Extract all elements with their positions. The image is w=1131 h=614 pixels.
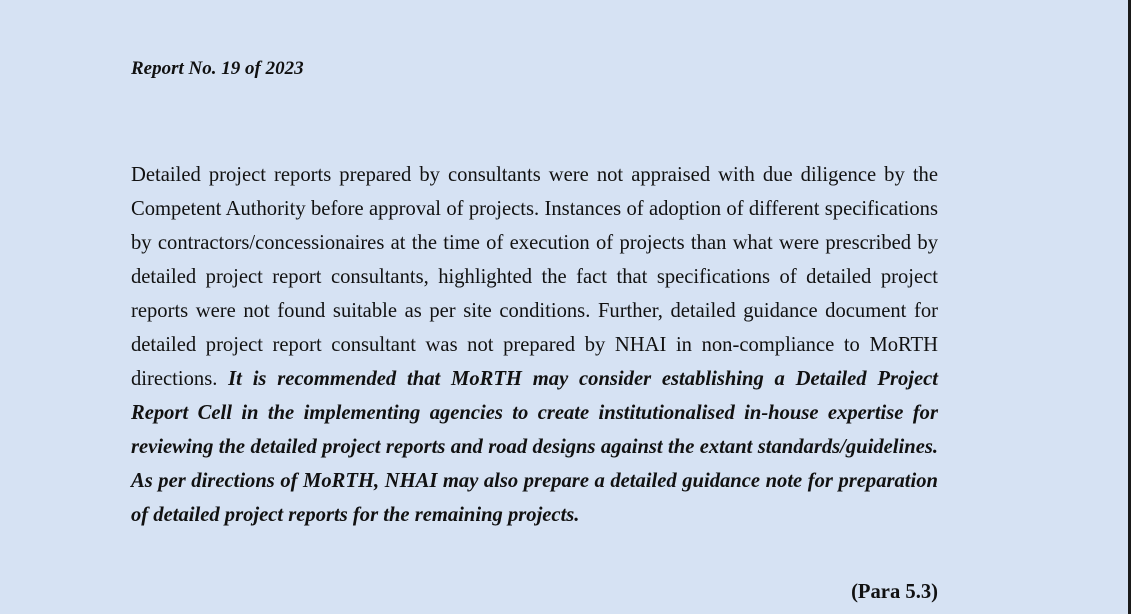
body-paragraph bbox=[131, 158, 938, 532]
finding-text: Detailed project reports prepared by consultants were not appraised with due diligence by the Competent Authority before approval of projects. Instances of adoption of different specifications by contractors/concessionaires at the time of execution of projects than what were prescribed by detailed project report consultants, highlighted the fact that specifications of detailed project reports were not found suitable as per site conditions. Further, detailed guidance document for detailed project report consultant was not prepared by NHAI in non-compliance to MoRTH directions. bbox=[131, 164, 938, 390]
recommendation-text: It is recommended that MoRTH may consider establishing a Detailed Project Report Cell in the implementing agencies to create institutionalised in-house expertise for reviewing the detailed project reports and road designs against the extant standards/guidelines. As per directions of MoRTH, NHAI may also prepare a detailed guidance note for preparation of detailed project reports for the remaining projects. bbox=[131, 368, 938, 526]
report-number: Report No. 19 of 2023 bbox=[131, 58, 304, 79]
para-reference: (Para 5.3) bbox=[851, 581, 938, 603]
